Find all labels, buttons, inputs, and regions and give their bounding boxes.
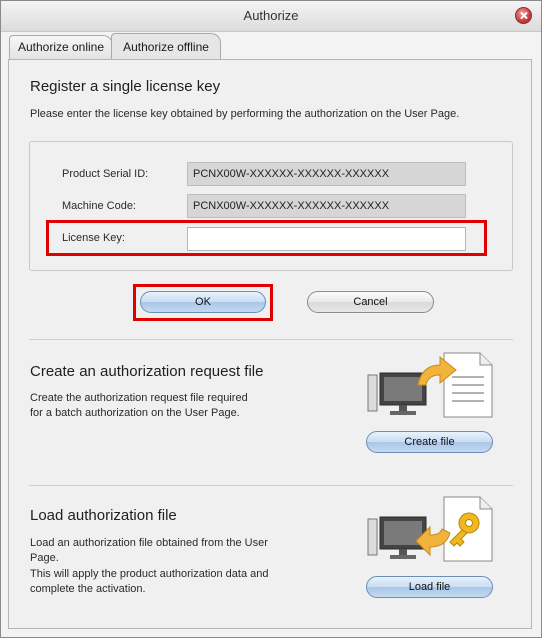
window-title: Authorize — [243, 8, 299, 23]
machine-label: Machine Code: — [62, 200, 136, 212]
create-description-line1: Create the authorization request file required — [30, 392, 248, 404]
separator — [29, 339, 513, 340]
load-file-button[interactable]: Load file — [366, 576, 493, 598]
serial-label: Product Serial ID: — [62, 168, 149, 180]
load-description-line1: Load an authorization file obtained from the User — [30, 537, 268, 549]
register-description: Please enter the license key obtained by performing the authorization on the User Page. — [30, 108, 460, 120]
cancel-button[interactable]: Cancel — [307, 291, 434, 313]
ok-button[interactable]: OK — [140, 291, 266, 313]
tab-authorize-offline[interactable]: Authorize offline — [111, 33, 221, 60]
tab-authorize-online[interactable]: Authorize online — [9, 35, 113, 59]
load-heading: Load authorization file — [30, 507, 177, 524]
tab-strip — [1, 32, 541, 60]
load-description-line4: complete the activation. — [30, 583, 146, 595]
license-key-highlight — [46, 220, 487, 256]
ok-button-highlight — [133, 284, 273, 321]
separator — [29, 485, 513, 486]
title-bar — [1, 1, 541, 32]
register-heading: Register a single license key — [30, 78, 221, 95]
create-file-button[interactable]: Create file — [366, 431, 493, 453]
close-icon[interactable] — [515, 7, 532, 24]
machine-field: PCNX00W-XXXXXX-XXXXXX-XXXXXX — [187, 194, 466, 218]
create-description-line2: for a batch authorization on the User Page. — [30, 407, 240, 419]
load-description-line3: This will apply the product authorization data and — [30, 568, 269, 580]
create-heading: Create an authorization request file — [30, 363, 264, 380]
key-to-computer-icon — [366, 495, 496, 565]
serial-field: PCNX00W-XXXXXX-XXXXXX-XXXXXX — [187, 162, 466, 186]
license-key-label: License Key: — [62, 232, 125, 244]
load-description-line2: Page. — [30, 552, 59, 564]
computer-to-document-icon — [366, 351, 496, 421]
